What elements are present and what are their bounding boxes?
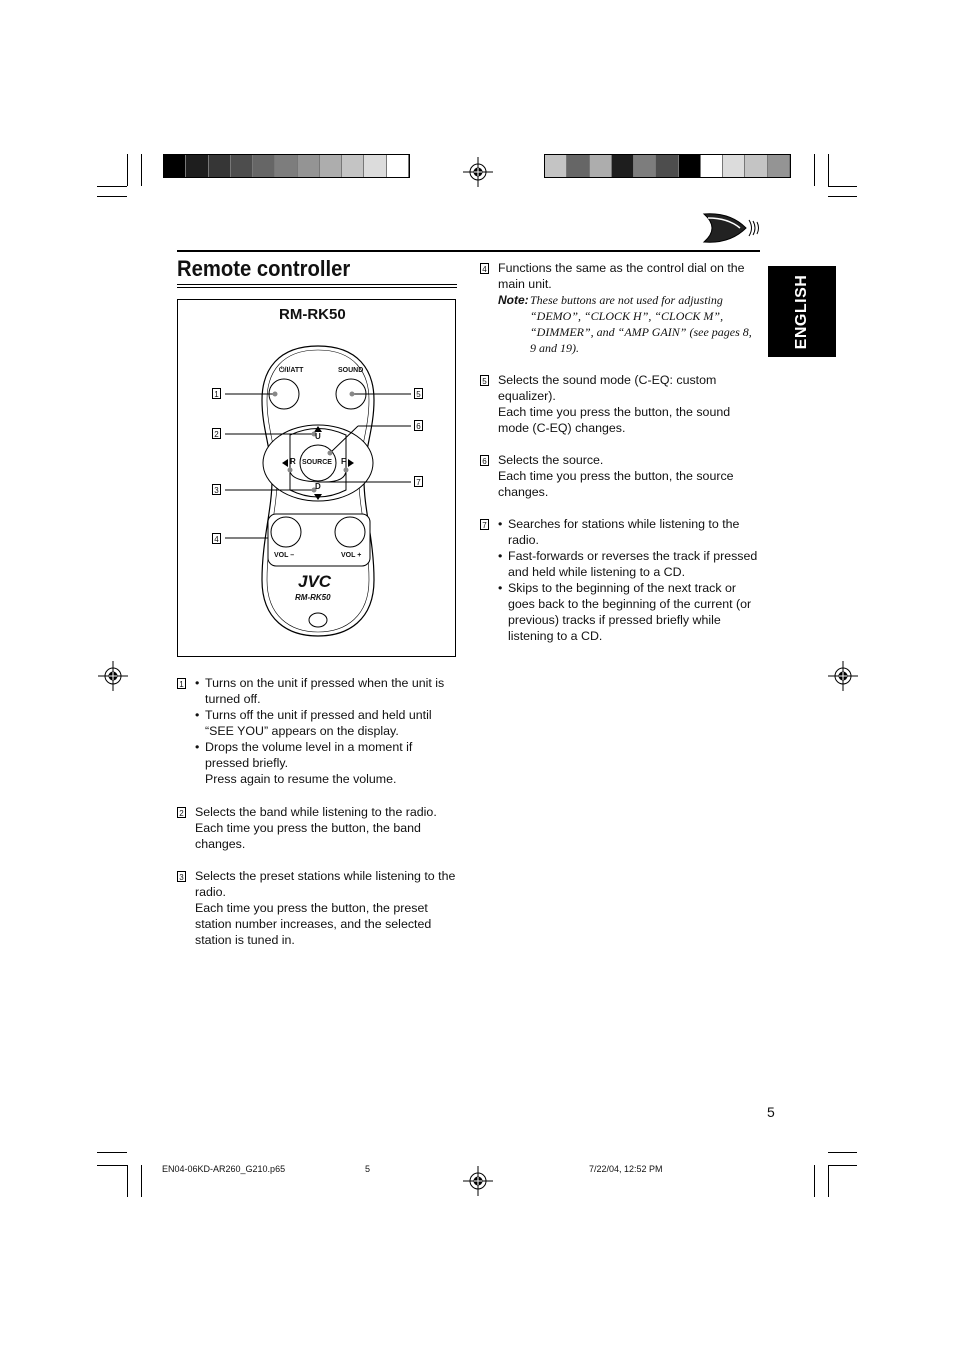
item-3 (177, 868, 457, 948)
callout-5: 5 (414, 388, 423, 399)
sound-button-label: SOUND (338, 367, 364, 374)
item-7 (480, 516, 760, 644)
crop-mark (828, 1165, 829, 1197)
crop-mark (814, 154, 815, 186)
item-number: 4 (480, 263, 489, 274)
item-text: Selects the band while listening to the radio. (195, 805, 437, 819)
forward-button-label: F (341, 457, 346, 466)
registration-mark-icon (463, 157, 493, 187)
registration-mark-icon (463, 1166, 493, 1196)
note-label: Note: (498, 293, 529, 307)
item-extra: Press again to resume the volume. (205, 772, 397, 786)
item-number: 3 (177, 871, 186, 882)
footer-date: 7/22/04, 12:52 PM (589, 1164, 663, 1174)
callout-1: 1 (212, 388, 221, 399)
vol-plus-label: VOL + (341, 552, 362, 559)
model-name: RM-RK50 (279, 306, 346, 323)
item-note (498, 292, 760, 356)
crop-mark (97, 1152, 127, 1153)
crop-mark (814, 1165, 815, 1197)
color-calibration-bar-right (544, 154, 791, 178)
item-1 (177, 675, 457, 787)
item-text: Selects the sound mode (C-EQ: custom equalizer). (498, 373, 717, 403)
crop-mark (828, 1152, 857, 1153)
item-extra: Each time you press the button, the sound mode (C-EQ) changes. (498, 405, 731, 435)
item-number: 7 (480, 519, 489, 530)
item-text: Selects the source. (498, 453, 604, 467)
registration-mark-icon (828, 661, 858, 691)
title-rule (177, 287, 457, 288)
page-number: 5 (767, 1104, 775, 1120)
item-text: Functions the same as the control dial on the main unit. (498, 261, 745, 291)
vol-minus-label: VOL – (274, 552, 295, 559)
language-tab-label: ENGLISH (793, 274, 810, 349)
note-text: These buttons are not used for adjusting “DEMO”, “CLOCK H”, “CLOCK M”, “DIMMER”, and “AMP GAIN” (see pages 8, 9 and 19). (530, 293, 752, 355)
item-extra: Each time you press the button, the band changes. (195, 821, 421, 851)
callout-4: 4 (212, 533, 221, 544)
item-bullet: • Drops the volume level in a moment if pressed briefly. (195, 739, 457, 771)
language-tab (768, 266, 836, 357)
power-button-label: ⏻/I/ATT (279, 367, 304, 374)
item-4 (480, 260, 760, 356)
crop-mark (97, 196, 127, 197)
item-extra: Each time you press the button, the source changes. (498, 469, 734, 499)
item-text: Selects the preset stations while listening to the radio. (195, 869, 456, 899)
callout-6: 6 (414, 420, 423, 431)
crop-mark (828, 1165, 857, 1166)
arrow-tab-icon (700, 210, 762, 246)
item-bullet: • Fast-forwards or reverses the track if pressed and held while listening to a CD. (498, 548, 760, 580)
footer-filename: EN04-06KD-AR260_G210.p65 (162, 1164, 286, 1174)
item-2 (177, 804, 457, 852)
source-button-label: SOURCE (302, 459, 332, 466)
crop-mark (127, 1165, 128, 1197)
item-number: 1 (177, 678, 186, 689)
item-bullet: • Skips to the beginning of the next track or goes back to the beginning of the current (or previous) tracks if pressed briefly while listening to a CD. (498, 580, 760, 644)
up-button-label: U (315, 432, 321, 441)
callout-2: 2 (212, 428, 221, 439)
item-5 (480, 372, 760, 436)
footer-page: 5 (365, 1164, 371, 1174)
callout-7: 7 (414, 476, 423, 487)
item-bullet: • Turns on the unit if pressed when the unit is turned off. (195, 675, 457, 707)
item-bullet: • Searches for stations while listening to the radio. (498, 516, 760, 548)
crop-mark (828, 186, 857, 187)
color-calibration-bar-left (163, 154, 410, 178)
item-bullet: • Turns off the unit if pressed and held until “SEE YOU” appears on the display. (195, 707, 457, 739)
item-number: 6 (480, 455, 489, 466)
crop-mark (127, 154, 128, 186)
brand-logo: JVC (298, 572, 332, 591)
reverse-button-label: R (290, 457, 296, 466)
callout-3: 3 (212, 484, 221, 495)
crop-mark (97, 186, 127, 187)
item-number: 5 (480, 375, 489, 386)
crop-mark (97, 1165, 127, 1166)
crop-mark (828, 154, 829, 186)
crop-mark (141, 1165, 142, 1197)
item-number: 2 (177, 807, 186, 818)
item-6 (480, 452, 760, 500)
registration-mark-icon (98, 661, 128, 691)
crop-mark (828, 196, 857, 197)
crop-mark (141, 154, 142, 186)
down-button-label: D (315, 482, 321, 491)
item-extra: Each time you press the button, the preset station number increases, and the selected station is tuned in. (195, 901, 432, 947)
remote-model-label: RM-RK50 (295, 593, 331, 602)
title-rule (177, 284, 457, 285)
top-rule (177, 250, 760, 252)
page-title: Remote controller (177, 256, 351, 281)
